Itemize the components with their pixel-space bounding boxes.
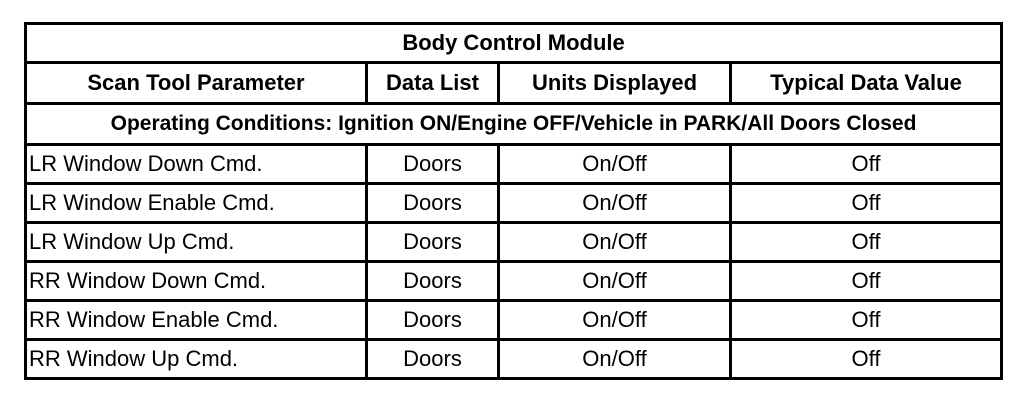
bcm-table-container bbox=[24, 22, 1000, 380]
cell-parameter: LR Window Down Cmd. bbox=[26, 145, 367, 184]
cell-data-list: Doors bbox=[367, 340, 499, 379]
header-data-list: Data List bbox=[367, 63, 499, 104]
table-row bbox=[26, 145, 1002, 184]
cell-data-list: Doors bbox=[367, 223, 499, 262]
cell-units: On/Off bbox=[499, 184, 731, 223]
cell-typical-value: Off bbox=[731, 262, 1002, 301]
header-typical-data-value: Typical Data Value bbox=[731, 63, 1002, 104]
cell-typical-value: Off bbox=[731, 145, 1002, 184]
cell-parameter: LR Window Up Cmd. bbox=[26, 223, 367, 262]
table-row bbox=[26, 262, 1002, 301]
cell-parameter: RR Window Enable Cmd. bbox=[26, 301, 367, 340]
cell-units: On/Off bbox=[499, 340, 731, 379]
cell-data-list: Doors bbox=[367, 145, 499, 184]
cell-data-list: Doors bbox=[367, 262, 499, 301]
cell-units: On/Off bbox=[499, 262, 731, 301]
table-row bbox=[26, 301, 1002, 340]
table-title-row bbox=[26, 24, 1002, 63]
cell-typical-value: Off bbox=[731, 184, 1002, 223]
header-units-displayed: Units Displayed bbox=[499, 63, 731, 104]
cell-typical-value: Off bbox=[731, 223, 1002, 262]
table-row bbox=[26, 223, 1002, 262]
header-scan-tool-parameter: Scan Tool Parameter bbox=[26, 63, 367, 104]
bcm-data-table bbox=[24, 22, 1003, 380]
table-row bbox=[26, 184, 1002, 223]
cell-typical-value: Off bbox=[731, 340, 1002, 379]
cell-data-list: Doors bbox=[367, 184, 499, 223]
cell-parameter: RR Window Up Cmd. bbox=[26, 340, 367, 379]
cell-parameter: RR Window Down Cmd. bbox=[26, 262, 367, 301]
cell-typical-value: Off bbox=[731, 301, 1002, 340]
table-row bbox=[26, 340, 1002, 379]
operating-conditions: Operating Conditions: Ignition ON/Engine OFF/Vehicle in PARK/All Doors Closed bbox=[26, 104, 1002, 145]
cell-parameter: LR Window Enable Cmd. bbox=[26, 184, 367, 223]
table-header-row bbox=[26, 63, 1002, 104]
cell-data-list: Doors bbox=[367, 301, 499, 340]
table-title: Body Control Module bbox=[26, 24, 1002, 63]
cell-units: On/Off bbox=[499, 223, 731, 262]
operating-conditions-row bbox=[26, 104, 1002, 145]
cell-units: On/Off bbox=[499, 145, 731, 184]
cell-units: On/Off bbox=[499, 301, 731, 340]
